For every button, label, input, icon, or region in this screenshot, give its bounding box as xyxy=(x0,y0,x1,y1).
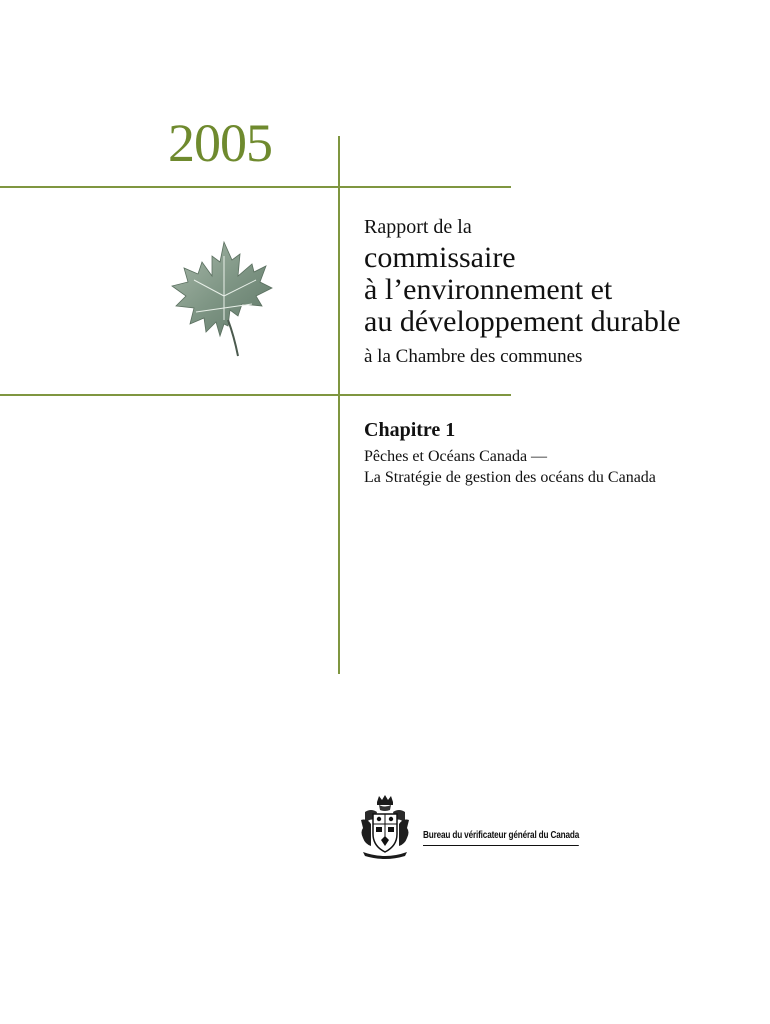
chapter-label: Chapitre 1 xyxy=(364,419,456,441)
report-title-line: à l’environnement et xyxy=(364,273,613,306)
office-name: Bureau du vérificateur général du Canada xyxy=(423,830,579,846)
report-subtitle: à la Chambre des communes xyxy=(364,346,583,367)
vertical-rule xyxy=(338,136,340,674)
report-title-line: au développement durable xyxy=(364,305,681,338)
maple-leaf-icon xyxy=(166,236,284,360)
coat-of-arms-icon xyxy=(359,794,411,860)
chapter-title-line: La Stratégie de gestion des océans du Canada xyxy=(364,469,656,486)
report-prefix: Rapport de la xyxy=(364,216,472,238)
report-title-line: commissaire xyxy=(364,241,516,274)
middle-horizontal-rule xyxy=(0,394,511,396)
report-title xyxy=(364,242,681,338)
report-year: 2005 xyxy=(168,113,272,173)
chapter-title-line: Pêches et Océans Canada — xyxy=(364,448,548,465)
chapter-title xyxy=(364,446,656,488)
top-horizontal-rule xyxy=(0,186,511,188)
